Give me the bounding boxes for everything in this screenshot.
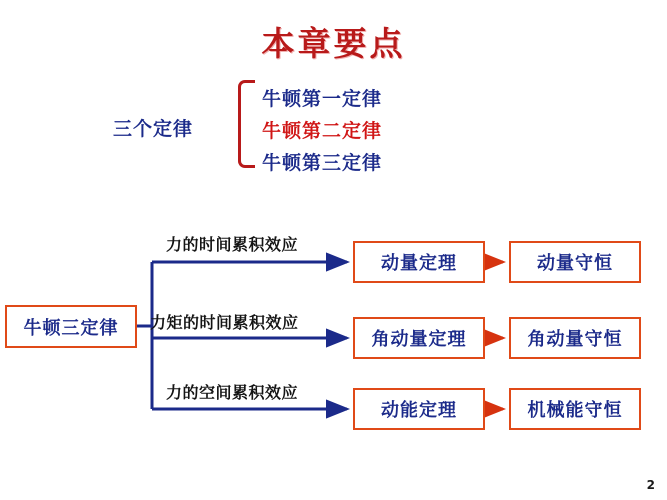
node-middle-3: 动能定理 bbox=[353, 388, 485, 430]
law-item-third: 牛顿第三定律 bbox=[262, 152, 383, 174]
edge-label-branch-3: 力的空间累积效应 bbox=[166, 383, 299, 402]
law-item-first: 牛顿第一定律 bbox=[262, 88, 383, 110]
node-middle-1: 动量定理 bbox=[353, 241, 485, 283]
node-end-2: 角动量守恒 bbox=[509, 317, 641, 359]
brace-bracket bbox=[238, 80, 255, 168]
edge-label-branch-2: 力矩的时间累积效应 bbox=[150, 313, 299, 332]
page-number: 2 bbox=[646, 478, 655, 492]
three-laws-label: 三个定律 bbox=[113, 118, 194, 140]
node-end-1: 动量守恒 bbox=[509, 241, 641, 283]
law-item-second: 牛顿第二定律 bbox=[262, 120, 383, 142]
node-end-3: 机械能守恒 bbox=[509, 388, 641, 430]
node-middle-2: 角动量定理 bbox=[353, 317, 485, 359]
node-root: 牛顿三定律 bbox=[5, 305, 137, 348]
page-title: 本章要点 bbox=[261, 24, 406, 63]
edge-label-branch-1: 力的时间累积效应 bbox=[166, 235, 299, 254]
